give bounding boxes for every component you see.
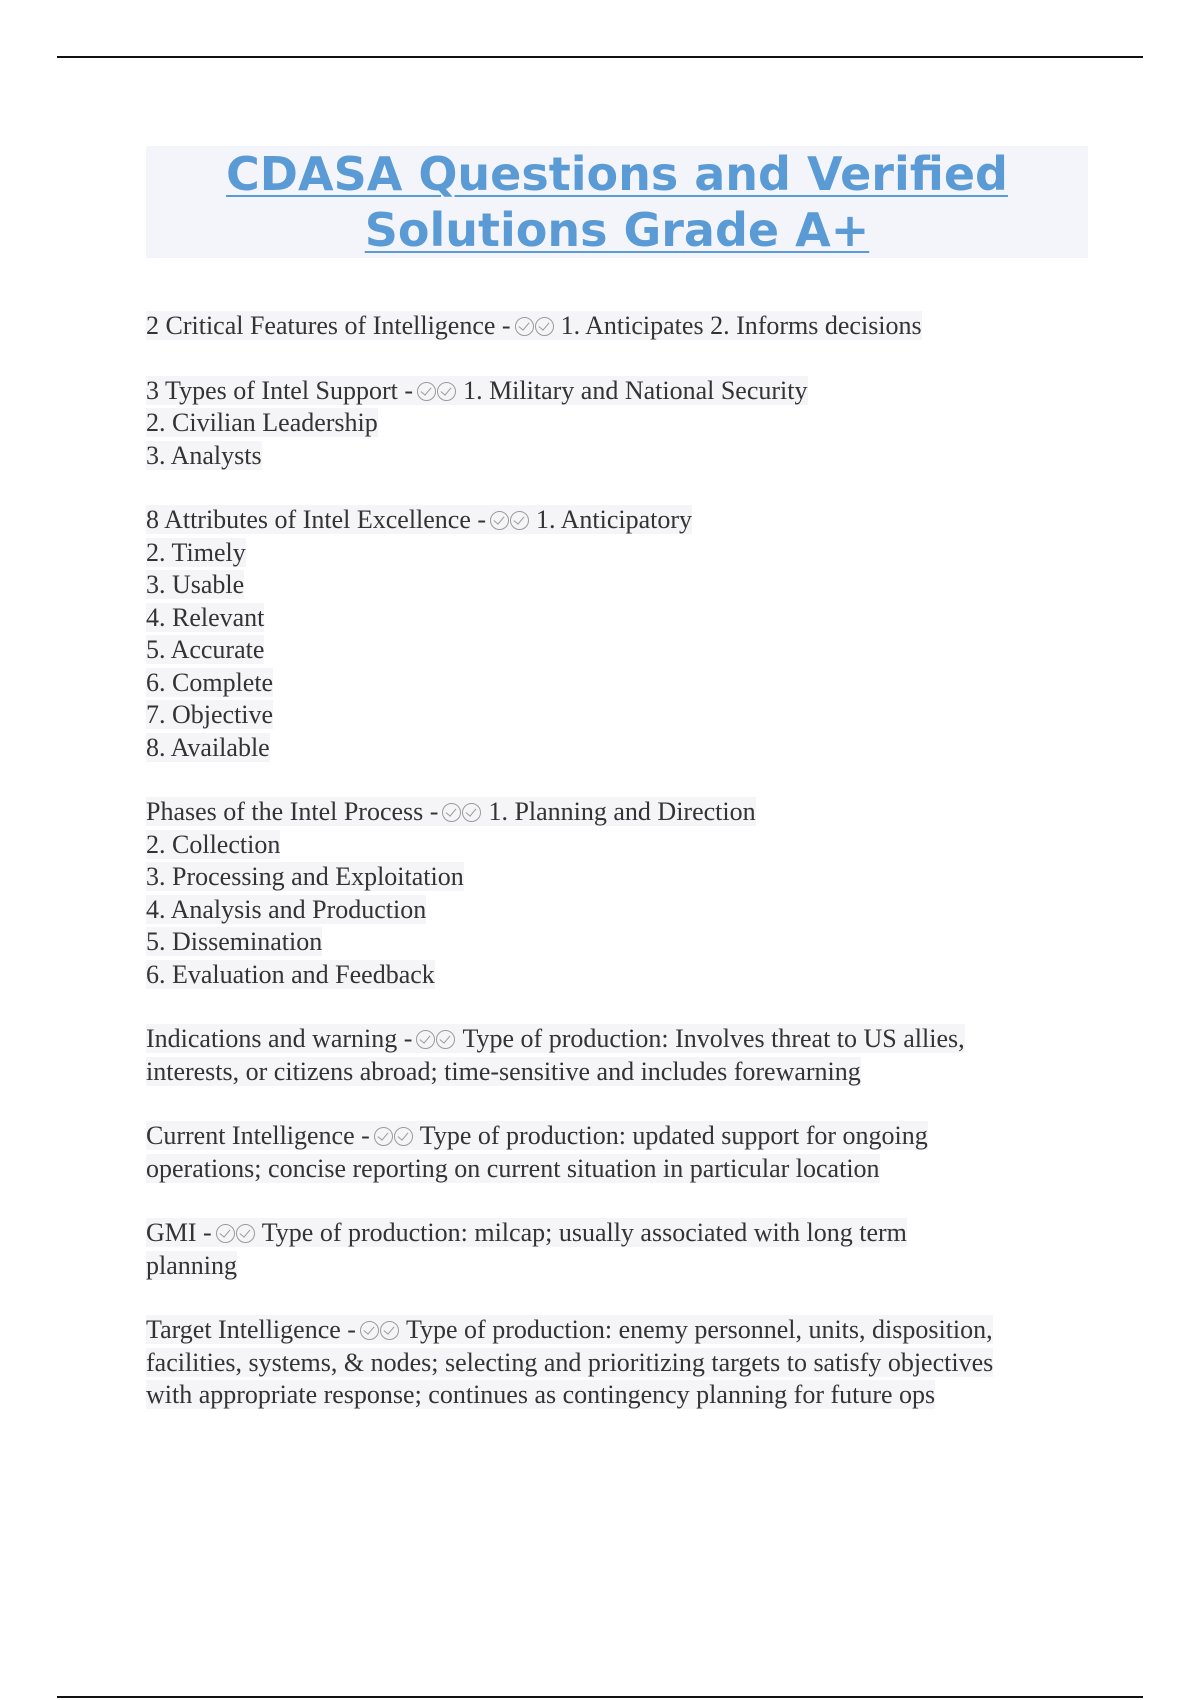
entry-answer-line: facilities, systems, & nodes; selecting and prioritizing targets to satisfy objectives: [146, 1347, 994, 1377]
entry-answer: 1. Anticipates 2. Informs decisions: [560, 311, 922, 340]
entry-answer-line: 6. Evaluation and Feedback: [146, 959, 435, 989]
entry-answer-line: 3. Processing and Exploitation: [146, 862, 464, 891]
entry-answer-line: 4. Analysis and Production: [146, 894, 427, 924]
entry-answer-line: 3. Usable: [146, 570, 245, 599]
double-check-icon: [416, 1024, 456, 1053]
entry-term: Indications and warning -: [146, 1024, 413, 1053]
title-box: [146, 146, 1088, 258]
qa-entry: [146, 1120, 1096, 1185]
entry-answer-line: interests, or citizens abroad; time-sensitive and includes forewarning: [146, 1056, 861, 1086]
entry-answer: 1. Anticipatory: [536, 505, 693, 534]
entry-answer-line: 2. Civilian Leadership: [146, 408, 378, 437]
bottom-rule: [57, 1696, 1143, 1698]
entry-term: 8 Attributes of Intel Excellence -: [146, 505, 487, 534]
double-check-icon: [360, 1315, 400, 1344]
qa-entry: [146, 796, 1096, 991]
entry-answer-line: operations; concise reporting on current situation in particular location: [146, 1153, 880, 1183]
qa-entry: [146, 504, 1096, 764]
entry-answer-line: 3. Analysts: [146, 440, 262, 470]
page-title[interactable]: [146, 146, 1088, 258]
qa-entry: [146, 1023, 1096, 1088]
double-check-icon: [515, 311, 555, 340]
entry-term: 3 Types of Intel Support -: [146, 375, 414, 405]
entry-answer-line: 2. Timely: [146, 537, 246, 567]
title-line-2: Solutions Grade A+: [364, 203, 870, 257]
double-check-icon: [442, 797, 482, 826]
entry-answer-line: 4. Relevant: [146, 602, 265, 632]
title-line-1: CDASA Questions and Verified: [226, 147, 1008, 201]
entry-answer-line: 2. Collection: [146, 829, 281, 859]
entry-term: GMI -: [146, 1218, 212, 1247]
entry-answer-line: 7. Objective: [146, 700, 274, 729]
entry-answer-line: 5. Accurate: [146, 635, 265, 664]
document-body: [146, 310, 1096, 1444]
double-check-icon: [374, 1121, 414, 1150]
qa-entry: [146, 375, 1096, 473]
double-check-icon: [417, 376, 457, 405]
entry-term: Phases of the Intel Process -: [146, 797, 439, 826]
entry-answer-line: 6. Complete: [146, 667, 274, 697]
qa-entry: [146, 1217, 1096, 1282]
entry-answer: Type of production: enemy personnel, units, disposition,: [405, 1315, 993, 1344]
entry-answer-line: with appropriate response; continues as contingency planning for future ops: [146, 1380, 936, 1409]
entry-answer-line: planning: [146, 1250, 237, 1280]
entry-answer-line: 5. Dissemination: [146, 927, 323, 956]
qa-entry: [146, 1314, 1096, 1412]
entry-term: Target Intelligence -: [146, 1315, 356, 1344]
entry-term: 2 Critical Features of Intelligence -: [146, 311, 511, 340]
entry-answer: Type of production: milcap; usually associated with long term: [261, 1218, 907, 1247]
entry-answer: Type of production: updated support for ongoing: [419, 1121, 928, 1150]
top-rule: [57, 56, 1143, 58]
double-check-icon: [216, 1218, 256, 1247]
entry-answer: 1. Military and National Security: [463, 375, 808, 405]
entry-answer-line: 8. Available: [146, 732, 270, 762]
entry-answer: Type of production: Involves threat to US allies,: [462, 1024, 965, 1053]
entry-term: Current Intelligence -: [146, 1121, 370, 1150]
double-check-icon: [490, 505, 530, 534]
entry-answer: 1. Planning and Direction: [488, 797, 756, 826]
qa-entry: [146, 310, 1096, 343]
